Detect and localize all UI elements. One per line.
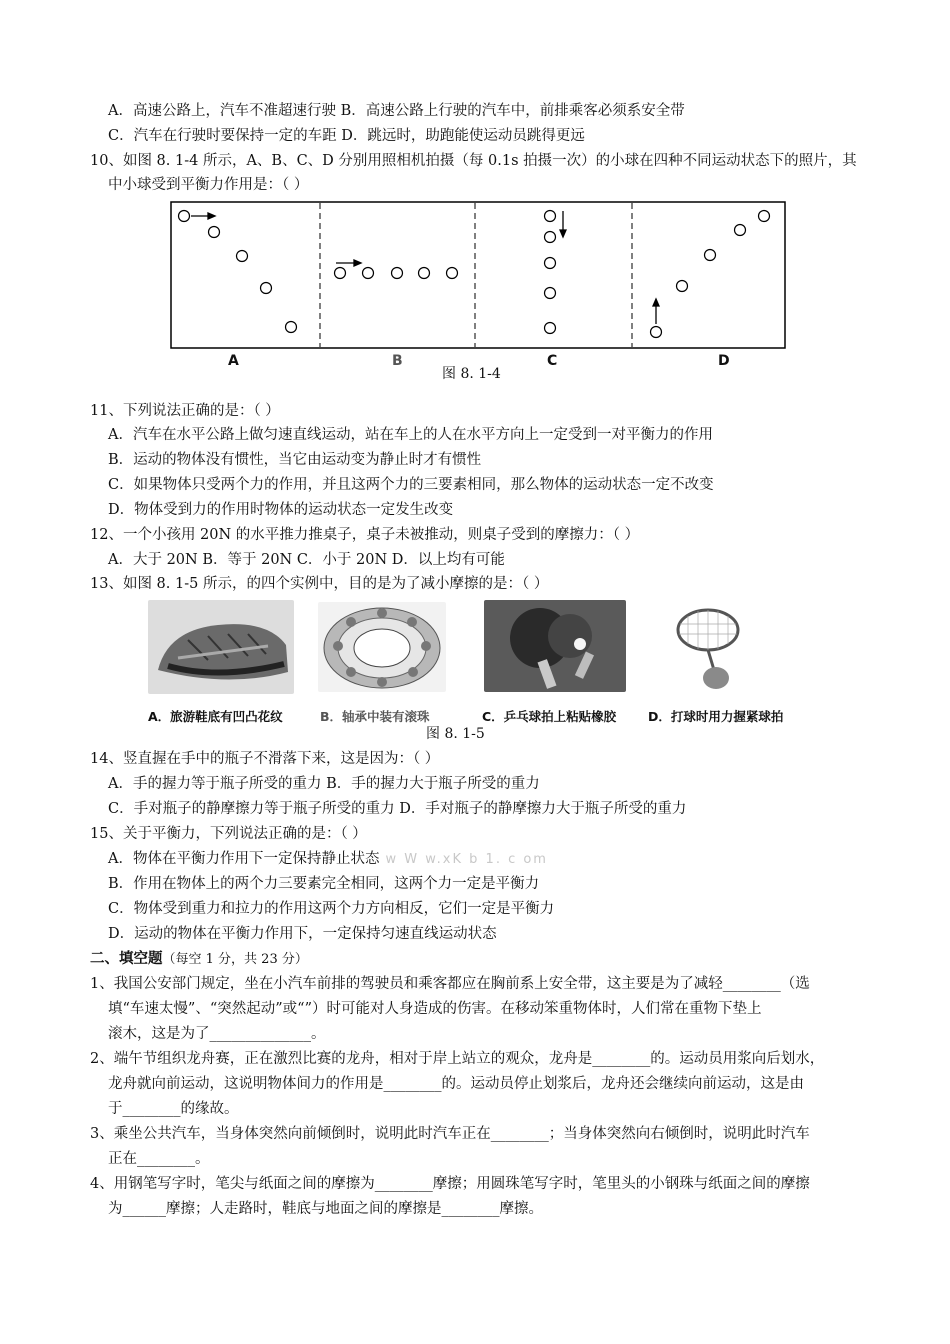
q15-option-a-text: A．物体在平衡力作用下一定保持静止状态 (108, 851, 380, 867)
figure-caption: 图 8. 1-5 (426, 726, 485, 742)
text-line: 填“车速太慢”、“突然起动”或“”）时可能对人身造成的伤害。在移动笨重物体时，人们常在重物下垫上 (108, 1001, 762, 1017)
text-line: 滚木，这是为了______________。 (108, 1026, 326, 1042)
text-line: A．手的握力等于瓶子所受的重力 B．手的握力大于瓶子所受的重力 (108, 776, 540, 792)
text-line: 14、竖直握在手中的瓶子不滑落下来，这是因为：（ ） (90, 751, 440, 767)
panel-label-d: D (718, 353, 730, 369)
text-line: C．如果物体只受两个力的作用，并且这两个力的三要素相同，那么物体的运动状态一定不改变 (108, 477, 714, 493)
text-line: A．大于 20N B．等于 20N C．小于 20N D．以上均有可能 (108, 552, 505, 568)
panel-label-c: C (547, 353, 558, 369)
text-line: B．运动的物体没有惯性，当它由运动变为静止时才有惯性 (108, 452, 482, 468)
figure-8-1-4 (170, 201, 786, 382)
section-note: （每空 1 分，共 23 分） (162, 952, 308, 967)
racket-photo (664, 604, 752, 694)
text-line: C．手对瓶子的静摩擦力等于瓶子所受的重力 D．手对瓶子的静摩擦力大于瓶子所受的重力 (108, 801, 687, 817)
panel-label-a: A (228, 353, 239, 369)
text-line: C．汽车在行驶时要保持一定的车距 D．跳远时，助跑能使运动员跳得更远 (108, 128, 585, 144)
section-title: 二、填空题 (90, 950, 163, 967)
q15-option-a (108, 849, 548, 870)
text-line: C．物体受到重力和拉力的作用这两个力方向相反，它们一定是平衡力 (108, 901, 555, 917)
section-heading (90, 949, 308, 970)
text-line: A．高速公路上，汽车不准超速行驶 B．高速公路上行驶的汽车中，前排乘客必须系安全带 (108, 103, 685, 119)
photo-label-a: A．旅游鞋底有凹凸花纹 (148, 709, 283, 724)
ball-motion-diagram (170, 201, 786, 349)
text-line: 10、如图 8. 1-4 所示，A、B、C、D 分别用照相机拍摄（每 0.1s 拍摄一次）的小球在四种不同运动状态下的照片，其 (90, 153, 857, 169)
figure-caption: 图 8. 1-4 (442, 366, 501, 382)
shoe-photo (148, 600, 294, 694)
text-line: A．汽车在水平公路上做匀速直线运动，站在车上的人在水平方向上一定受到一对平衡力的作用 (108, 427, 713, 443)
watermark: w W w.xK b 1. c om (385, 852, 548, 867)
photo-label-b: B．轴承中装有滚珠 (320, 709, 430, 724)
text-line: 4、用钢笔写字时，笔尖与纸面之间的摩擦为________摩擦；用圆珠笔写字时，笔里头的小钢珠与纸面之间的摩擦 (90, 1176, 810, 1192)
text-line: 1、我国公安部门规定，坐在小汽车前排的驾驶员和乘客都应在胸前系上安全带，这主要是为了减轻________（选 (90, 976, 810, 992)
text-line: 于________的缘故。 (108, 1101, 239, 1117)
text-line: D．物体受到力的作用时物体的运动状态一定发生改变 (108, 502, 454, 518)
text-line: 2、端午节组织龙舟赛，正在激烈比赛的龙舟，相对于岸上站立的观众，龙舟是________的。运动员用浆向后划水， (90, 1051, 825, 1067)
panel-label-b: B (392, 353, 403, 369)
text-line: 为______摩擦；人走路时，鞋底与地面之间的摩擦是________摩擦。 (108, 1201, 543, 1217)
bearing-photo (318, 602, 446, 692)
paddle-photo (484, 600, 626, 692)
text-line: D．运动的物体在平衡力作用下，一定保持匀速直线运动状态 (108, 926, 497, 942)
text-line: 龙舟就向前运动，这说明物体间力的作用是________的。运动员停止划浆后，龙舟还会继续向前运动，这是由 (108, 1076, 804, 1092)
text-line: 中小球受到平衡力作用是：（ ） (108, 177, 309, 193)
text-line: B．作用在物体上的两个力三要素完全相同，这两个力一定是平衡力 (108, 876, 540, 892)
photo-label-d: D．打球时用力握紧球拍 (648, 709, 784, 724)
photo-label-c: C．乒乓球拍上粘贴橡胶 (482, 709, 617, 724)
text-line: 3、乘坐公共汽车，当身体突然向前倾倒时，说明此时汽车正在________；当身体突然向右倾倒时，说明此时汽车 (90, 1126, 810, 1142)
text-line: 15、关于平衡力，下列说法正确的是：（ ） (90, 826, 367, 842)
text-line: 正在________。 (108, 1151, 210, 1167)
text-line: 13、如图 8. 1-5 所示，的四个实例中，目的是为了减小摩擦的是：（ ） (90, 576, 549, 592)
text-line: 12、一个小孩用 20N 的水平推力推桌子，桌子未被推动，则桌子受到的摩擦力：（ ） (90, 527, 640, 543)
text-line: 11、下列说法正确的是：（ ） (90, 403, 280, 419)
